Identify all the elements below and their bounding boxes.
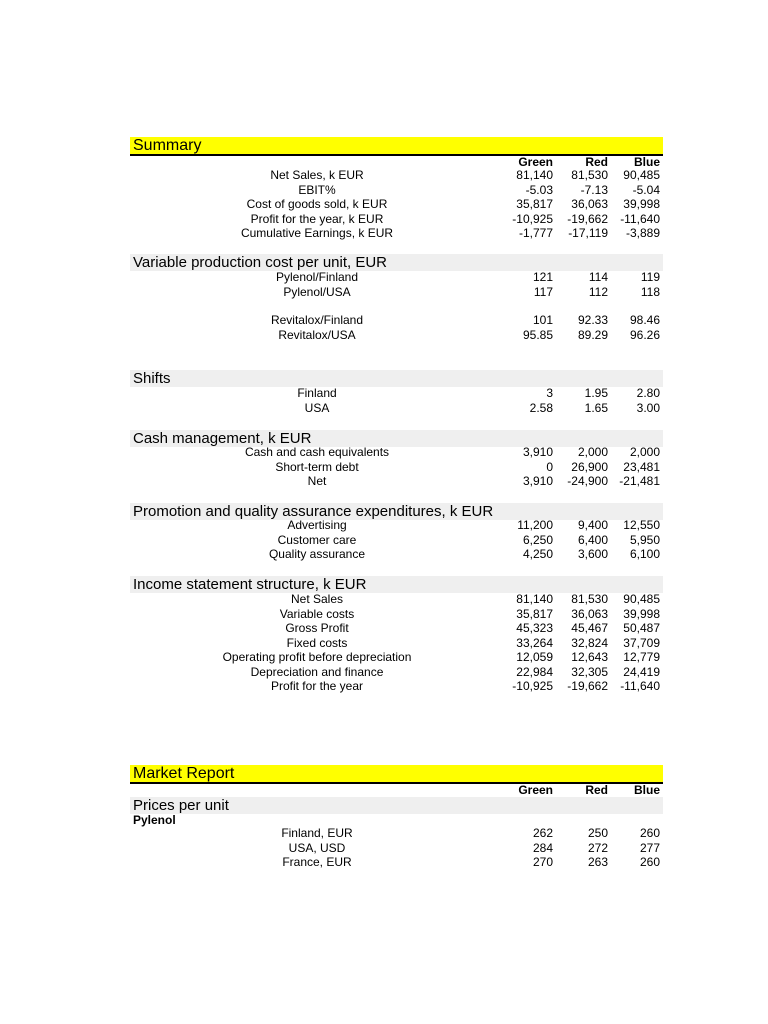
product-label: Pylenol [133,813,176,827]
row-label: USA [304,400,330,415]
row-label: Profit for the year [270,679,364,693]
row-value: 36,063 [571,606,608,621]
table-row [130,826,663,840]
row-value: -7.13 [580,182,608,197]
column-header-red: Red [585,783,608,797]
row-value: 36,063 [571,197,608,211]
table-row [130,841,663,855]
row-value: 50,487 [623,621,660,635]
row-value: 24,419 [623,664,660,679]
row-value: 2.58 [529,400,553,415]
row-value: 250 [587,826,608,840]
row-value: 33,264 [516,635,553,650]
row-value: 2,000 [577,445,608,459]
table-row [130,270,663,284]
row-label: Profit for the year, k EUR [250,211,384,226]
summary-title: Summary [130,137,663,155]
table-row [130,592,663,606]
row-value: 81,140 [516,168,553,182]
table-row [130,445,663,459]
variable-cost-title: Variable production cost per unit, EUR [130,254,663,271]
table-row [130,285,663,299]
row-value: 81,140 [516,592,553,606]
row-value: 3 [546,386,553,400]
row-value: 117 [533,284,553,299]
table-row [130,313,663,327]
row-value: 112 [588,284,608,299]
summary-column-headers [130,155,663,169]
table-row [130,460,663,474]
row-value: 95.85 [522,327,553,342]
row-label: Fixed costs [286,635,348,650]
row-label: Cost of goods sold, k EUR [246,197,388,211]
row-value: -24,900 [567,474,608,488]
table-row [130,547,663,561]
row-value: 119 [640,270,660,284]
row-value: 2,000 [629,445,660,459]
row-value: 6,400 [577,532,608,547]
row-value: -19,662 [567,211,608,226]
row-value: 4,250 [522,547,553,561]
row-value: 3,600 [577,547,608,561]
row-value: 3,910 [522,445,553,459]
row-value: 3,910 [522,474,553,488]
row-label: Net [307,474,327,488]
table-row [130,855,663,869]
row-value: 260 [639,855,660,869]
row-value: 272 [587,840,608,855]
row-value: 81,530 [571,592,608,606]
row-value: 9,400 [577,518,608,532]
row-value: 11,200 [517,518,553,532]
row-value: 260 [639,826,660,840]
row-value: -11,640 [620,211,660,226]
table-row [130,328,663,342]
row-value: 39,998 [623,197,660,211]
row-value: 96.26 [629,327,660,342]
market-title: Market Report [130,765,663,783]
row-value: 32,305 [571,664,608,679]
table-row [130,183,663,197]
table-row [130,474,663,488]
row-value: 89.29 [577,327,608,342]
row-label: Finland [297,386,337,400]
row-value: -3,889 [625,226,660,240]
row-value: -1,777 [518,226,553,240]
table-row [130,621,663,635]
row-value: 35,817 [516,606,553,621]
table-row [130,226,663,240]
row-value: 90,485 [623,168,660,182]
row-value: 22,984 [516,664,553,679]
row-value: 98.46 [629,313,660,327]
table-row [130,168,663,182]
row-value: 12,779 [623,650,660,664]
table-row [130,679,663,693]
row-label: Customer care [277,532,357,547]
row-label: Net Sales, k EUR [270,168,364,182]
table-row [130,533,663,547]
row-label: Depreciation and finance [250,664,384,679]
row-value: -17,119 [568,226,608,240]
row-value: 277 [639,840,660,855]
row-value: 26,900 [571,459,608,474]
row-label: Finland, EUR [281,826,353,840]
row-label: EBIT% [298,182,336,197]
row-value: 39,998 [623,606,660,621]
row-label: Variable costs [279,606,355,621]
row-value: 5,950 [629,532,660,547]
column-header-green: Green [518,783,553,797]
table-row [130,518,663,532]
row-value: 1.95 [584,386,608,400]
row-value: 270 [532,855,553,869]
row-value: 101 [532,313,553,327]
promotion-title: Promotion and quality assurance expenditures, k EUR [130,503,663,520]
row-label: Operating profit before depreciation [222,650,412,664]
row-label: Revitalox/Finland [270,313,364,327]
column-header-red: Red [585,155,608,169]
table-row [130,197,663,211]
table-row [130,607,663,621]
row-value: 114 [588,270,608,284]
table-row [130,386,663,400]
row-label: Net Sales [290,592,344,606]
table-row [130,212,663,226]
row-value: 35,817 [516,197,553,211]
row-value: 6,100 [629,547,660,561]
product-label-row [130,813,663,827]
row-value: 32,824 [571,635,608,650]
column-header-blue: Blue [633,155,660,169]
row-value: 37,709 [623,635,660,650]
column-header-green: Green [518,155,553,169]
row-value: 90,485 [623,592,660,606]
income-title: Income statement structure, k EUR [130,576,663,593]
row-value: 45,467 [571,621,608,635]
row-value: 263 [587,855,608,869]
row-value: -19,662 [567,679,608,693]
cash-title: Cash management, k EUR [130,430,663,447]
row-label: USA, USD [288,840,346,855]
row-value: 262 [532,826,553,840]
shifts-title: Shifts [130,370,663,387]
row-value: 12,059 [516,650,553,664]
table-row [130,401,663,415]
row-value: 92.33 [577,313,608,327]
row-value: 121 [532,270,553,284]
row-label: Revitalox/USA [278,327,356,342]
row-value: -10,925 [512,211,553,226]
row-value: 1.65 [584,400,608,415]
row-value: 3.00 [636,400,660,415]
row-value: 81,530 [571,168,608,182]
row-value: -10,925 [512,679,553,693]
table-row [130,650,663,664]
row-value: -21,481 [619,474,660,488]
row-label: Advertising [287,518,347,532]
row-value: 6,250 [522,532,553,547]
row-label: Cumulative Earnings, k EUR [240,226,394,240]
row-label: Short-term debt [275,459,359,474]
row-label: Quality assurance [268,547,366,561]
row-value: 12,643 [571,650,608,664]
row-value: -11,640 [620,679,660,693]
table-row [130,636,663,650]
row-value: 284 [532,840,553,855]
market-column-headers [130,783,663,797]
row-label: Cash and cash equivalents [244,445,390,459]
row-value: 2.80 [636,386,660,400]
row-value: 23,481 [623,459,660,474]
row-value: 45,323 [516,621,553,635]
prices-title: Prices per unit [130,797,663,814]
row-label: Pylenol/USA [283,284,351,299]
row-value: -5.03 [525,182,553,197]
row-label: Pylenol/Finland [275,270,359,284]
table-row [130,665,663,679]
row-value: 0 [546,459,553,474]
row-value: -5.04 [632,182,660,197]
row-value: 12,550 [623,518,660,532]
row-value: 118 [640,284,660,299]
row-label: Gross Profit [285,621,349,635]
column-header-blue: Blue [633,783,660,797]
row-label: France, EUR [282,855,352,869]
